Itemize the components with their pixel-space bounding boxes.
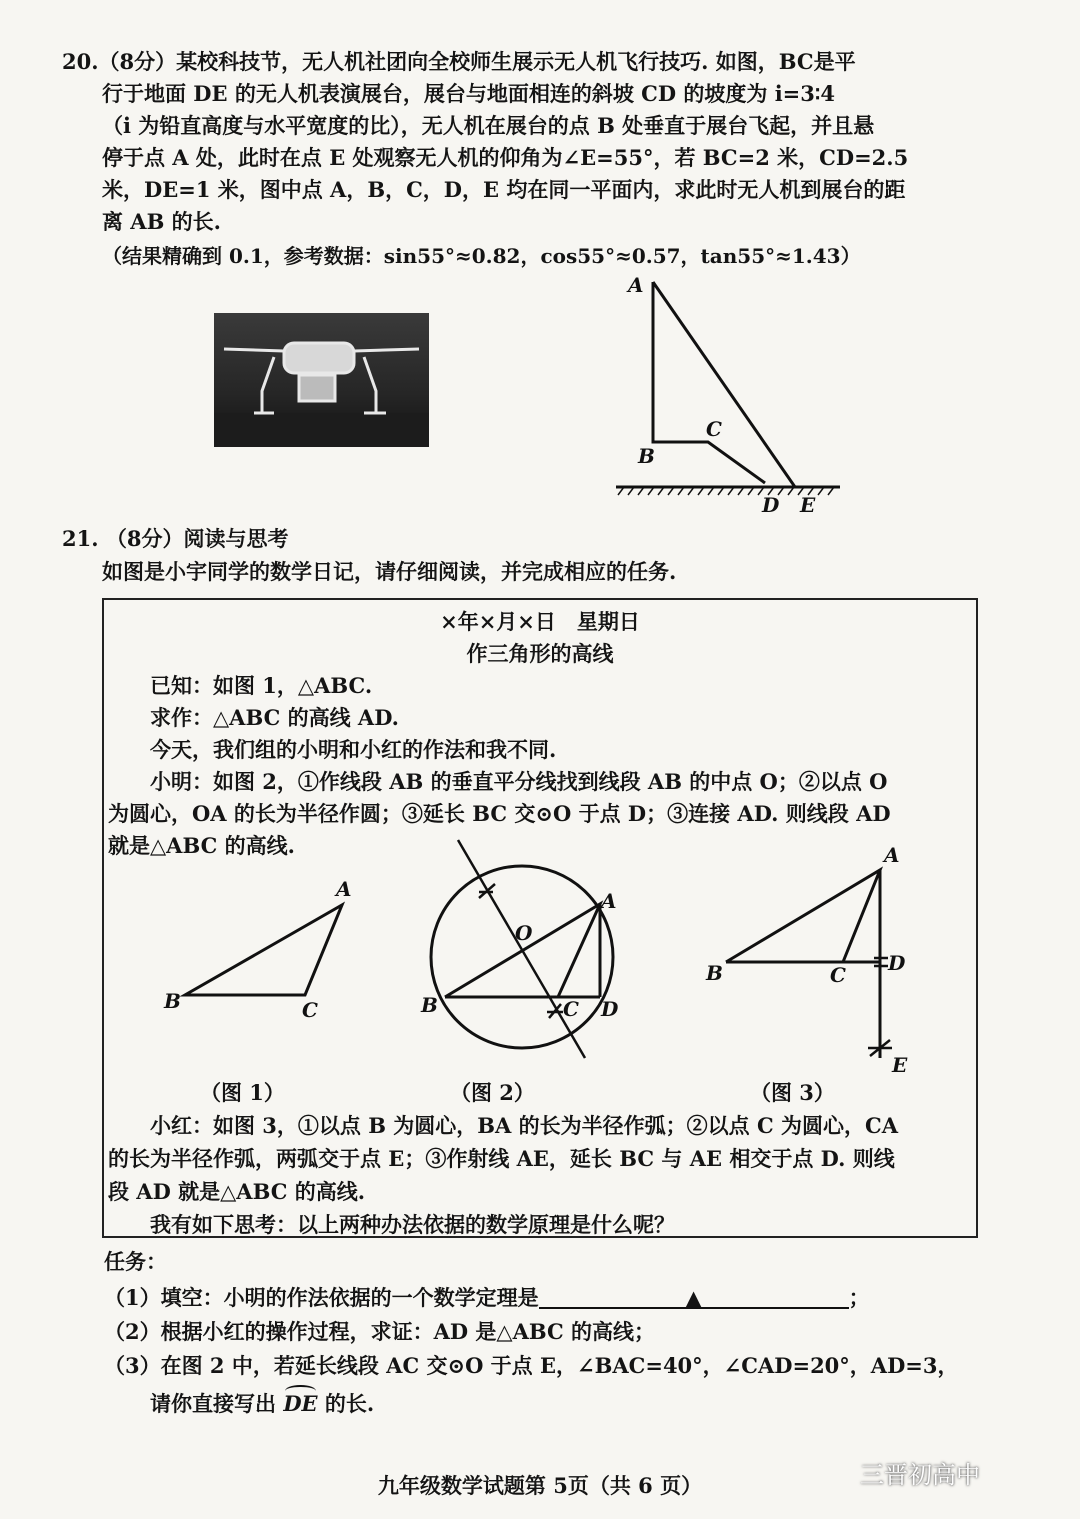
- q21-intro: 如图是小宇同学的数学日记，请仔细阅读，并完成相应的任务.: [102, 559, 677, 584]
- fig2-caption: （图 2）: [450, 1080, 535, 1105]
- diary-date: ×年×月×日 星期日: [440, 609, 640, 634]
- task-2: （2）根据小红的操作过程，求证：AD 是△ABC 的高线；: [104, 1319, 656, 1344]
- diary-hong-2: 的长为半径作弧，两弧交于点 E；③作射线 AE，延长 BC 与 AE 相交于点 D. 则线: [108, 1146, 895, 1171]
- fig3-label-E: E: [892, 1053, 908, 1077]
- diary-hong-1: 小红：如图 3，①以点 B 为圆心，BA 的长为半径作弧；②以点 C 为圆心，CA: [150, 1113, 898, 1138]
- task3-suffix: 的长.: [324, 1391, 375, 1416]
- q20-figure: [600, 270, 860, 520]
- q20-label-C: C: [706, 417, 722, 441]
- q20-line-6: 离 AB 的长.: [102, 209, 221, 234]
- q20-label-D: D: [762, 493, 780, 517]
- fig3-caption: （图 3）: [750, 1080, 835, 1105]
- q20-note: （结果精确到 0.1，参考数据：sin55°≈0.82，cos55°≈0.57，tan55°≈1.43）: [102, 244, 861, 268]
- fig1: [160, 870, 360, 1030]
- task3-prefix: 请你直接写出: [150, 1391, 276, 1416]
- diary-ming-2: 为圆心，OA 的长为半径作圆；③延长 BC 交⊙O 于点 D；③连接 AD. 则线段 AD: [108, 801, 891, 826]
- fig2-label-O: O: [515, 921, 533, 945]
- diary-ming-1: 小明：如图 2，①作线段 AB 的垂直平分线找到线段 AB 的中点 O；②以点 O: [150, 769, 888, 794]
- drone-photo: [214, 313, 429, 447]
- diary-given: 已知：如图 1，△ABC.: [150, 673, 373, 698]
- q20-line-4: 停于点 A 处，此时在点 E 处观察无人机的仰角为∠E=55°，若 BC=2 米，CD=2.5: [102, 145, 909, 170]
- task1-suffix: ；: [848, 1285, 870, 1310]
- tasks-header: 任务：: [104, 1249, 167, 1274]
- q20-line-3: （i 为铅直高度与水平宽度的比），无人机在展台的点 B 处垂直于展台飞起，并且悬: [102, 113, 875, 138]
- diary-title: 作三角形的高线: [466, 641, 614, 666]
- fig2-label-A: A: [601, 889, 617, 913]
- task-3-line-1: （3）在图 2 中，若延长线段 AC 交⊙O 于点 E，∠BAC=40°，∠CAD=20°，AD=3，: [104, 1353, 959, 1378]
- fig3-label-C: C: [830, 963, 846, 987]
- arc-DE: DE: [283, 1391, 318, 1416]
- diary-hong-3: 段 AD 就是△ABC 的高线.: [108, 1179, 366, 1204]
- q20-label-B: B: [638, 444, 655, 468]
- fig3-label-B: B: [706, 961, 723, 985]
- fig1-label-C: C: [302, 998, 318, 1022]
- fig2-label-C: C: [563, 997, 579, 1021]
- task-1: [104, 1282, 870, 1312]
- drone-photo-svg: [214, 313, 429, 447]
- page-footer: 九年级数学试题第 5页（共 6 页）: [377, 1473, 703, 1498]
- task1-blank-marker: ▲: [685, 1285, 702, 1310]
- fig3-label-A: A: [884, 843, 900, 867]
- q21-header: 21. （8分）阅读与思考: [62, 526, 289, 551]
- task1-prefix: （1）填空：小明的作法依据的一个数学定理是: [104, 1285, 539, 1310]
- fig2: [415, 840, 635, 1070]
- watermark: 三晋初高中: [860, 1461, 980, 1489]
- q20-line-1: 20.（8分）某校科技节，无人机社团向全校师生展示无人机飞行技巧. 如图，BC是平: [62, 49, 856, 74]
- fig1-caption: （图 1）: [200, 1080, 285, 1105]
- q20-label-A: A: [628, 273, 644, 297]
- diary-required: 求作：△ABC 的高线 AD.: [150, 705, 399, 730]
- diary-ming-3: 就是△ABC 的高线.: [108, 833, 295, 858]
- q20-label-E: E: [800, 493, 816, 517]
- q20-line-5: 米，DE=1 米，图中点 A，B，C，D，E 均在同一平面内，求此时无人机到展台的距: [102, 177, 906, 202]
- fig1-label-A: A: [336, 877, 352, 901]
- fig2-label-D: D: [601, 997, 619, 1021]
- fig1-label-B: B: [164, 989, 181, 1013]
- fig2-label-B: B: [421, 993, 438, 1017]
- q20-line-2: 行于地面 DE 的无人机表演展台，展台与地面相连的斜坡 CD 的坡度为 i=3∶4: [102, 81, 835, 106]
- fig3: [700, 840, 930, 1080]
- fig3-label-D: D: [888, 951, 906, 975]
- task1-blank[interactable]: [539, 1285, 849, 1309]
- task-3-line-2: [150, 1388, 374, 1418]
- diary-today: 今天，我们组的小明和小红的作法和我不同.: [150, 737, 557, 762]
- diary-thinking: 我有如下思考：以上两种办法依据的数学原理是什么呢？: [150, 1212, 675, 1237]
